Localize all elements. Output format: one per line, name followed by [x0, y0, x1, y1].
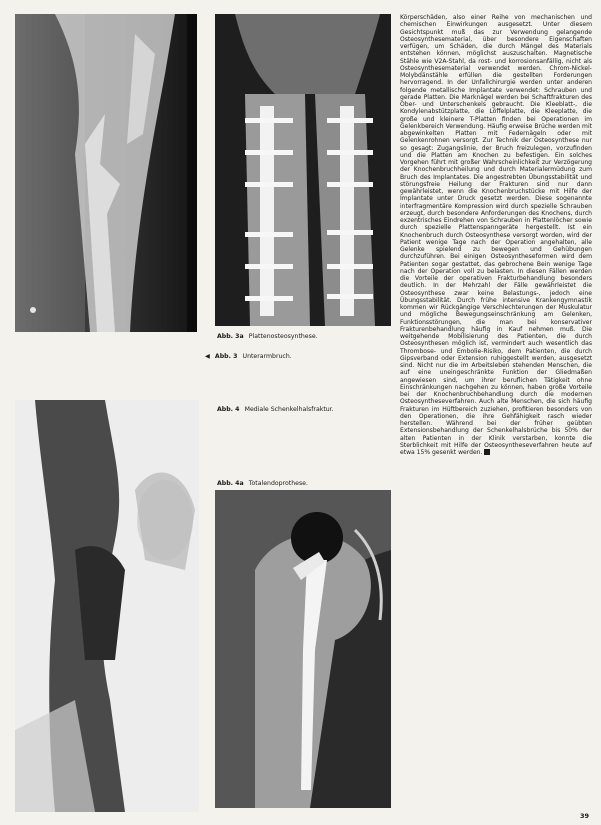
caption-fig-3-text: Unterarmbruch. — [242, 353, 292, 360]
caption-fig-3a-text: Plattenosteosynthese. — [248, 333, 318, 340]
xray-forearm-fracture-image — [15, 14, 197, 332]
xray-femoral-neck-fracture-image — [15, 400, 199, 812]
xray-plate-osteosynthesis-image — [215, 14, 391, 326]
body-text-content: Körperschäden, also einer Reihe von mechanischen und chemischen Einwirkungen ausgesetzt. Unter diesem Gesichtspunkt muß das zur Verwendung gelangende Osteosynthesematerial, über besondere Eigenschaften verfügen, um Schäden, die durch Mängel des Materials entstehen können, möglichst auszuschalten. Magnetische Stähle wie V2A-Stahl, da rost- und korrosionsanfällig, nicht als Osteosynthesematerial verwendet werden. Chrom-Nickel-Molybdänstähle erfüllen die gestellten Forderungen hervorragend. In der Unfallchirurgie werden unter anderen folgende metallische Implantate verwendet: Schrauben und gerade Platten. Die Marknägel werden bei Schaftfrakturen des Ober- und Unterschenkels gebraucht. Die Kleeblatt-, die Kondylenabstützplatte, die Löffelplatte, die Kleeplatte, die große und kleinere T-Platten finden bei Operationen im Gelenkbereich Verwendung. Häufig erweise Brüche werden mit abgewinkelten Platten mit Federnägeln oder mit Gelenkenrohnen versorgt. Zur Technik der Osteosynthese nur so gesagt: Zugangslinie, der Bruch freizulegen, vorzufinden und die Platten am Knochen zu befestigen. Ein solches Vorgehen führt mit großer Wahrscheinlichkeit zur Verzögerung der Knochenbruchheilung und durch Materialermüdung zum Bruch des Implantates. Die angestrebten Übungsstabilität und störungsfreie Heilung der Frakturen sind nur dann gewährleistet, wenn die Knochenbruchstücke mit Hilfe der Implantate unter Druck gesetzt werden. Diese sogenannte interfragmentäre Kompression wird durch spezielle Schrauben erzeugt, durch besondere Anforderungen des Knochens, durch exzentrisches Eindrehen von Schrauben in Plattenlöcher sowie durch spezielle Plattenspanngeräte hergestellt. Ist ein Knochenbruch durch Osteosynthese versorgt worden, wird der Patient wenige Tage nach der Operation angehalten, alle Gelenke spielend zu bewegen und Gehübungen durchzuführen. Bei einigen Osteosyntheseformen wird dem Patienten sogar gestattet, das gebrochene Bein wenige Tage nach der Operation voll zu belasten. In diesen Fällen werden die Vorteile der operativen Frakturbehandlung besonders deutlich. In der Mehrzahl der Fälle gewährleistet die Osteosynthese zwar keine Belastungs-, jedoch eine Übungsstabilität. Durch frühe intensive Krankengymnastik kommen wir Rückgängige Verschlechterungen der Muskulatur und mögliche Bewegungseinschränkung am Gelenken, Funktionsstörungen, die man bei konservativer Frakturenbehandlung häufig in Kauf nehmen muß. Die weitgehende Mobilisierung des Patienten, die durch Osteosynthesen möglich ist, vermindert auch wesentlich das Thrombose- und Embolie-Risiko, dem Patienten, die durch Gipsverband oder Extension ruhiggestellt werden, ausgesetzt sind. Nicht nur die im Arbeitsleben stehenden Menschen, die auf eine uneingeschränkte Funktion der Gliedmaßen angewiesen sind, um ihrer beruflichen Tätigkeit ohne Einschränkungen nachgehen zu können, haben große Vorteile bei der Knochenbruchbehandlung durch die modernen Osteosyntheseverfahren. Auch alte Menschen, die sich häufig Frakturen im Hüftbereich zuziehen, profitieren besonders von den Operationen, die ihre Gehfähigkeit rasch wieder herstellen. Während bei der früher geübten Extensionsbehandlung der Schenkelhalsbrüche bis 50% der alten Patienten in der Klinik verstarben, konnte die Sterblichkeit mit Hilfe der Osteosyntheseverfahren heute auf etwa 15% gesenkt werden. — [400, 14, 592, 456]
caption-fig-3 — [205, 353, 292, 361]
caption-fig-4-text: Mediale Schenkelhalsfraktur. — [244, 406, 334, 413]
caption-fig-4a-text: Totalendoprothese. — [248, 480, 308, 487]
caption-fig-3-label: Abb. 3 — [214, 353, 238, 360]
body-text-column — [400, 14, 592, 814]
caption-fig-4a-label: Abb. 4a — [217, 480, 244, 487]
caption-fig-3-arrow: ◀ — [205, 353, 210, 360]
xray-total-endoprosthesis-image — [215, 490, 391, 808]
caption-fig-4-label: Abb. 4 — [217, 406, 240, 413]
caption-fig-4 — [217, 406, 334, 414]
body-text — [400, 14, 592, 456]
end-of-article-mark — [484, 449, 490, 455]
caption-fig-3a — [217, 333, 318, 341]
page-number: 39 — [580, 812, 590, 820]
caption-fig-4a — [217, 480, 308, 488]
caption-fig-3a-label: Abb. 3a — [217, 333, 244, 340]
